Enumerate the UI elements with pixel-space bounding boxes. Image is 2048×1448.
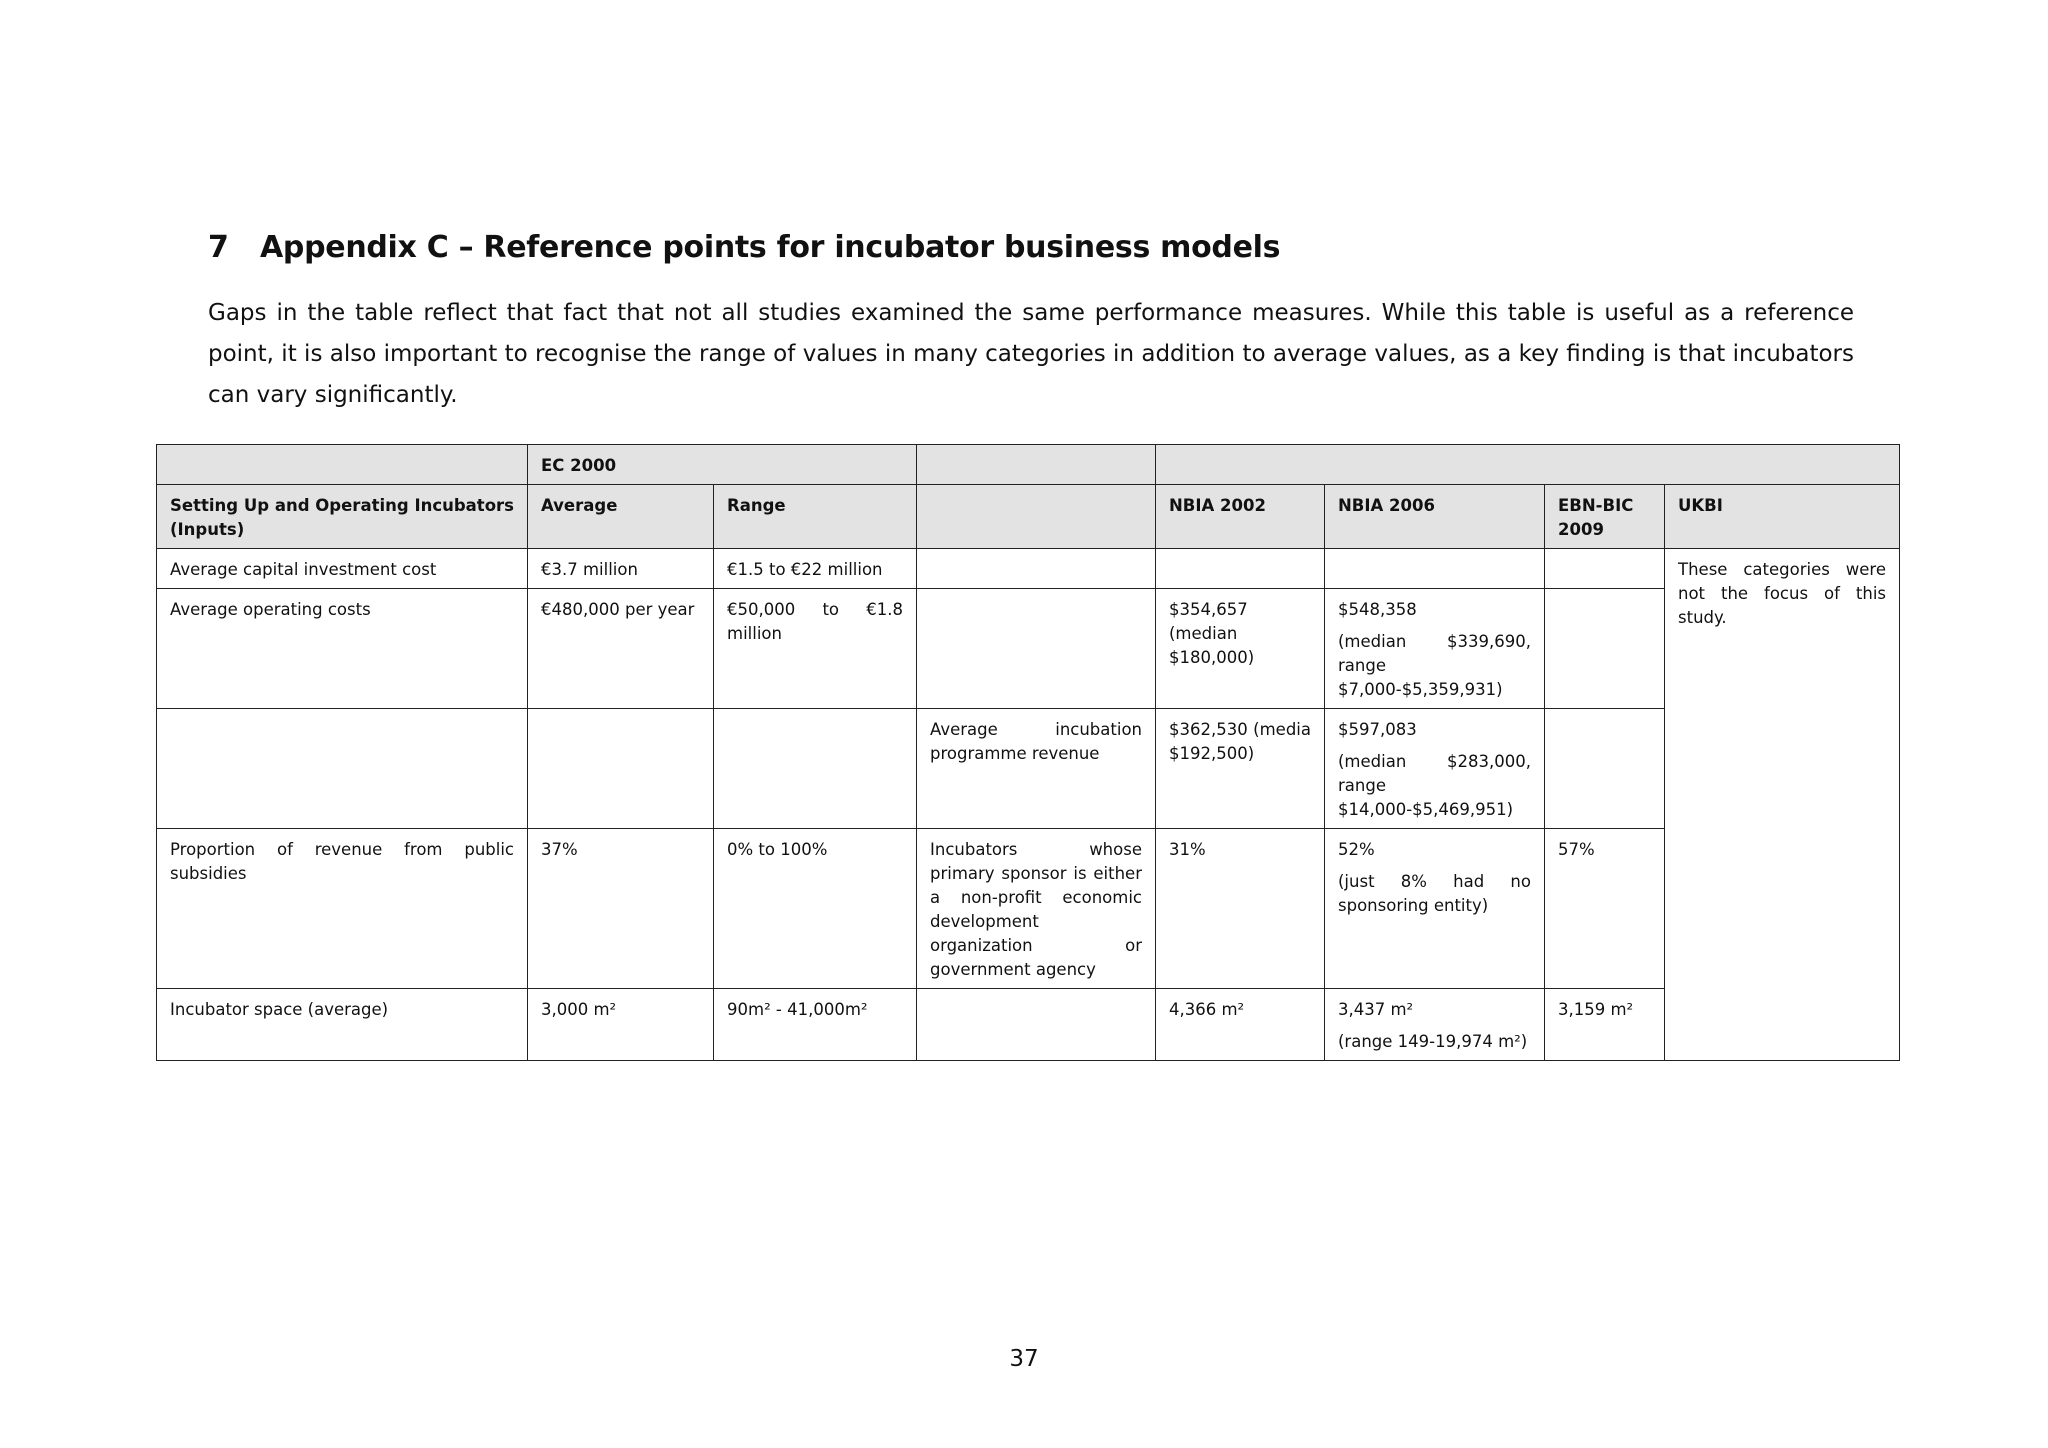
- section-heading: [208, 230, 1280, 265]
- cell-ebn-bic-2009: 3,159 m²: [1545, 989, 1665, 1061]
- cell-measure: Average incubation programme revenue: [917, 709, 1156, 829]
- cell-range: €1.5 to €22 million: [714, 549, 917, 589]
- row-label: [157, 709, 528, 829]
- cell-nbia-2006: [1325, 989, 1545, 1061]
- header-range: Range: [714, 485, 917, 549]
- reference-table: [156, 444, 1900, 1061]
- cell-nbia-2002: 31%: [1156, 829, 1325, 989]
- section-number: 7: [208, 230, 229, 265]
- nbia-2006-note: (range 149-19,974 m²): [1338, 1032, 1528, 1051]
- header-ebn-bic-2009: EBN-BIC 2009: [1545, 485, 1665, 549]
- cell-measure: Incubators whose primary sponsor is either a non-profit economic development organization or government agency: [917, 829, 1156, 989]
- cell-average: €480,000 per year: [528, 589, 714, 709]
- cell-nbia-2006: [1325, 549, 1545, 589]
- row-label: Proportion of revenue from public subsidies: [157, 829, 528, 989]
- cell-measure: [917, 589, 1156, 709]
- group-header-empty: [157, 445, 528, 485]
- nbia-2006-note: (median $339,690, range $7,000-$5,359,931): [1338, 632, 1531, 699]
- header-ukbi: UKBI: [1665, 485, 1900, 549]
- cell-nbia-2002: 4,366 m²: [1156, 989, 1325, 1061]
- cell-nbia-2002: $362,530 (media $192,500): [1156, 709, 1325, 829]
- cell-nbia-2006: [1325, 589, 1545, 709]
- cell-nbia-2002: $354,657 (median $180,000): [1156, 589, 1325, 709]
- cell-range: 90m² - 41,000m²: [714, 989, 917, 1061]
- cell-average: €3.7 million: [528, 549, 714, 589]
- nbia-2006-value: 3,437 m²: [1338, 1000, 1414, 1019]
- row-label: Incubator space (average): [157, 989, 528, 1061]
- group-header-row: [157, 445, 1900, 485]
- cell-ebn-bic-2009: [1545, 589, 1665, 709]
- cell-average: [528, 709, 714, 829]
- nbia-2006-note: (just 8% had no sponsoring entity): [1338, 872, 1531, 915]
- header-measure: [917, 485, 1156, 549]
- cell-average: 3,000 m²: [528, 989, 714, 1061]
- nbia-2006-value: $548,358: [1338, 600, 1417, 619]
- table-row: [157, 589, 1900, 709]
- table-row: [157, 709, 1900, 829]
- cell-range: €50,000 to €1.8 million: [714, 589, 917, 709]
- cell-nbia-2006: [1325, 829, 1545, 989]
- cell-nbia-2006: [1325, 709, 1545, 829]
- header-average: Average: [528, 485, 714, 549]
- row-label: Average capital investment cost: [157, 549, 528, 589]
- header-nbia-2006: NBIA 2006: [1325, 485, 1545, 549]
- nbia-2006-value: $597,083: [1338, 720, 1417, 739]
- table-row: [157, 829, 1900, 989]
- cell-range: [714, 709, 917, 829]
- page-number: 37: [1009, 1346, 1039, 1372]
- column-header-row: [157, 485, 1900, 549]
- table-row: [157, 989, 1900, 1061]
- group-header-empty: [1156, 445, 1900, 485]
- table-row: [157, 549, 1900, 589]
- cell-measure: [917, 989, 1156, 1061]
- cell-ebn-bic-2009: [1545, 549, 1665, 589]
- cell-average: 37%: [528, 829, 714, 989]
- row-label: Average operating costs: [157, 589, 528, 709]
- cell-measure: [917, 549, 1156, 589]
- nbia-2006-value: 52%: [1338, 840, 1375, 859]
- intro-paragraph: Gaps in the table reflect that fact that not all studies examined the same performance measures. While this table is useful as a reference point, it is also important to recognise the range of values in many categories in addition to average values, as a key finding is that incubators can vary significantly.: [208, 300, 1854, 408]
- cell-ebn-bic-2009: 57%: [1545, 829, 1665, 989]
- cell-nbia-2002: [1156, 549, 1325, 589]
- nbia-2006-note: (median $283,000, range $14,000-$5,469,951): [1338, 752, 1531, 819]
- header-label: Setting Up and Operating Incubators (Inputs): [157, 485, 528, 549]
- cell-ebn-bic-2009: [1545, 709, 1665, 829]
- section-title: Appendix C – Reference points for incubator business models: [260, 230, 1281, 265]
- cell-ukbi-note: These categories were not the focus of this study.: [1665, 549, 1900, 1061]
- group-header-empty: [917, 445, 1156, 485]
- group-header-ec2000: EC 2000: [528, 445, 917, 485]
- cell-range: 0% to 100%: [714, 829, 917, 989]
- header-nbia-2002: NBIA 2002: [1156, 485, 1325, 549]
